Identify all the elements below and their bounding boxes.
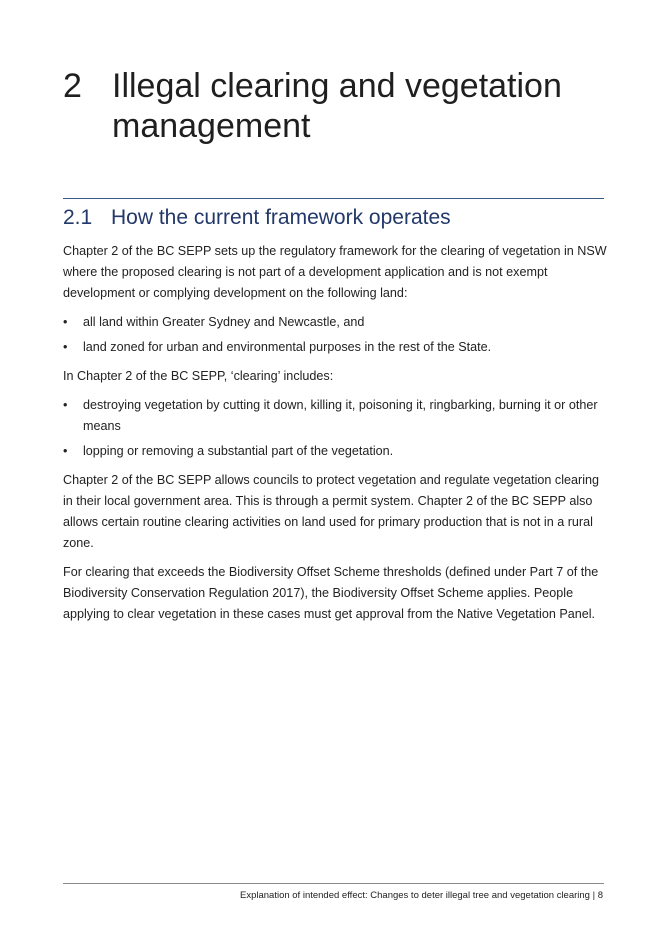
paragraph-framework: Chapter 2 of the BC SEPP sets up the regulatory framework for the clearing of vegetation in NSW where the proposed clearing is not part of a development application and is not exempt development or complying development on the following land: [63, 244, 607, 300]
bullet-icon: • [63, 315, 68, 329]
chapter-title: Illegal clearing and vegetation management [112, 67, 562, 145]
list-item-text: land zoned for urban and environmental purposes in the rest of the State. [83, 340, 492, 354]
section-title: How the current framework operates [111, 206, 451, 229]
paragraph-councils: Chapter 2 of the BC SEPP allows councils to protect vegetation and regulate vegetation clearing in their local government area. This is through a permit system. Chapter 2 of the BC SEPP also allows certain routine clearing activities on land used for primary production that is not in a rural zone. [63, 473, 600, 550]
paragraph-clearing-intro: In Chapter 2 of the BC SEPP, ‘clearing’ includes: [63, 369, 334, 383]
chapter-number: 2 [63, 67, 82, 105]
section-heading [63, 205, 604, 231]
clearing-list [63, 395, 608, 462]
section-divider [63, 198, 604, 199]
section-number: 2.1 [63, 206, 93, 229]
bullet-icon: • [63, 444, 68, 458]
page-footer: Explanation of intended effect: Changes to deter illegal tree and vegetation clearing | 8 [239, 890, 603, 901]
list-item-text: lopping or removing a substantial part of the vegetation. [83, 444, 394, 458]
list-item-text: all land within Greater Sydney and Newcastle, and [83, 315, 365, 329]
list-item [63, 441, 608, 462]
paragraph-offset-scheme: For clearing that exceeds the Biodiversity Offset Scheme thresholds (defined under Part 7 of the Biodiversity Conservation Regulation 2017), the Biodiversity Offset Scheme applies. People applying to clear vegetation in these cases must get approval from the Native Vegetation Panel. [63, 565, 599, 621]
bullet-icon: • [63, 340, 68, 354]
list-item [63, 395, 608, 437]
footer-divider [63, 883, 604, 884]
bullet-icon: • [63, 398, 68, 412]
list-item-text: destroying vegetation by cutting it down, killing it, poisoning it, ringbarking, burning it or other means [83, 398, 598, 433]
land-list [63, 312, 608, 358]
list-item [63, 312, 608, 333]
chapter-heading [63, 66, 623, 146]
list-item [63, 337, 608, 358]
body-content [63, 241, 608, 633]
